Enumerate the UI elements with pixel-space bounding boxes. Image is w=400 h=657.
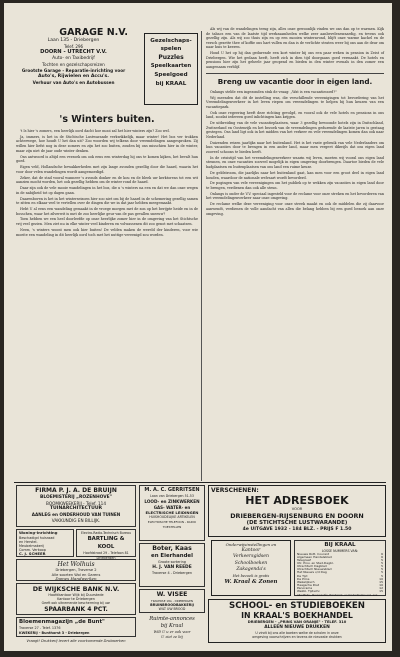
list-item-price: 5 [381, 570, 383, 575]
wolhuis-l2: Driebergen, Traverse 2 [55, 568, 97, 572]
bartling-ad [76, 529, 136, 560]
reede-l4: H. J. VAN REEDE [152, 565, 192, 570]
paragraph: Ons antwoord is altijd een verzoek om ook eens een winterdag hij ons te komen kijken, het bevalt hun goed. [16, 154, 198, 164]
bunt-l2: Traverse 27 - Telef. 1376 [19, 626, 61, 630]
paragraph: Eigen veld, Hollandsche bewakkerheden met zijn lange avonden gezellig door die haard, waarin het voor door velen wandelingen wordt aangemoedigd. [16, 165, 198, 174]
article-right-intro [206, 27, 384, 70]
paragraph: Toen hebben we een heel doorleefde op onze heerlijke zomer hier in de omgeving van het Stichtsche vrij veel gezien. Men ziet nu in elke winter veel kinderen en volwassenen dit zoo genot met schaatsen. [16, 217, 198, 227]
paragraph: Wij meenden dat dit de instelling was, die verschillende vereenigingen tot bevordering van het Vreemdelingenverkeer in het leven riepen om vreemdelingen te helpen bij hun keuzen van een vacantiepark. [206, 95, 384, 109]
paragraph: Neen, 's winters woont men ook hier buiten! De velden maken de wereld der kinderen, voor wie moeite een wandeling in dit heerlijk oord toch met het nuttige vereenigd zou worden. [16, 227, 198, 237]
article-right-divider [206, 73, 384, 74]
scheer-l4: Meubelmakerij [19, 544, 44, 548]
kraal-list-footer: Alle Mode-, Nouveautés, Handwerk- en Kinderbladen enz. enz. [297, 593, 379, 597]
ruimte-l3: Wilt U u er ook voor [153, 630, 191, 634]
bruijn-l2: BOOMKWEEKERIJ - Telef. 114 [46, 500, 106, 506]
article-left-title: 's Winters buiten. [59, 114, 155, 125]
garage-line3: Tochten en gezelschapsreizen [42, 62, 105, 67]
kraal-list-sub: LOSSE NUMMERS VAN: [321, 548, 359, 553]
list-item-name: Utrechtsch Nieuwsblad [297, 567, 332, 572]
scheer-l1: Woning-Inrichting [19, 530, 58, 535]
article-right-title: Breng uw vacantie door in eigen land. [217, 76, 373, 86]
list-item-price: 15 [379, 589, 383, 594]
kraal2-l5: Zakagenda's [236, 567, 266, 572]
garage-title: GARAGE N.V. [59, 27, 128, 38]
garage-address: Laan 135 - Driebergen [47, 38, 100, 43]
wolhuis-l1: Het Wolhuis [57, 561, 95, 568]
reede-l1: Boter, Kaas [152, 545, 192, 552]
list-item-name: Haagsche Post [297, 583, 320, 588]
reede-l2: en Eierhandel [151, 553, 193, 559]
paragraph: 't Is hier 's zomers, een heerlijk oord dacht hoe mooi zal het hier winters zijn? Zoo wel. [20, 129, 170, 133]
gerritsen-ad [139, 485, 205, 541]
list-item-price: 15 [379, 579, 383, 584]
bruijn-firm: FIRMA P. J. A. DE BRUIJN [35, 487, 117, 494]
ruimte-l4: U ziet ze bij [161, 635, 183, 639]
bruijn-l4: AANLEG en ONDERHOUD VAN TUINEN [31, 512, 121, 517]
kraal-list-items [297, 553, 383, 594]
kraal-newspapers-ad [294, 540, 386, 596]
garage-line6: Verhuur van Auto's en Autobussen [32, 80, 115, 85]
scheer-l3: en Herstel. [19, 539, 38, 544]
list-item-name: De Tijd [297, 573, 308, 578]
adresboek-uitgave: 4e UITGAVE 1932 - 184 BLZ. - PRIJS F 1.50 [242, 526, 352, 532]
kraal2-l3: Verkeersgidsen [233, 554, 269, 559]
adresboek-voor: VOOR [291, 507, 303, 511]
reede-l5: Traverse 4 - Driebergen [152, 571, 192, 575]
paragraph: Hebt U al eens een wandeling gemaakt in de vroege morgen met de zon op het berijpte heide en in de bosschen, waar het zilverwit is met de zoo heerlijke geur van de pas gevallen sneeuw? [16, 206, 198, 216]
garage-line2: Auto- en Taxibedrijf [52, 56, 95, 61]
kraal2-l1: Onderwijsinstellingen en [225, 542, 277, 547]
bunt-l1: Bloemenmagazijn „de Bunt" [19, 619, 105, 625]
gerritsen-l6: HUISHOUDELIJKE ARTIKELEN [149, 515, 195, 520]
paragraph: Onlangs is onder de V.V. speciaal ingesteld voor de reclame voor onze streken en het bevorderen van het vreemdelingenverkeer naar onze omgeving. [206, 191, 385, 201]
gerritsen-l7: ELECTRISCHE TELEFOON - RADIO TOESTELLEN [147, 520, 197, 529]
gerritsen-l3: LOOD- en ZINKWERKEN [144, 498, 200, 504]
kraal2-l6: Het bezoek is gratis [232, 573, 270, 578]
visee-l2: TRAVERSE 18A - DRIEBERGEN [151, 598, 193, 603]
list-item-name: Utrechtsch Dagblad [297, 564, 327, 569]
list-item-name: Algemeen Handelsblad [297, 554, 332, 559]
ruimte-annonces-ad [139, 615, 205, 645]
kraal-games-l3: Puzzles [158, 54, 184, 61]
article-winters-buiten [16, 113, 198, 481]
visee-ad [139, 589, 205, 613]
paragraph: Onlangs stelde een ingezonden stuk de vraag: „Wat is een vacantieoord?" [210, 89, 337, 94]
list-item-price: 12 [379, 586, 383, 591]
bank-l1: DE WIJKSCHE BANK N.V. [32, 585, 120, 593]
reede-l3: Groote sortering [158, 560, 186, 564]
school-l5: U vindt bij ons alle boeken welke de scholen in onze [255, 631, 339, 635]
list-item-price: 5 [381, 557, 383, 562]
list-item-price: 10 [379, 583, 383, 588]
list-item-name: Wekbl. Tijdschr. [297, 589, 321, 594]
paragraph: Duizenden reizen jaarlijks naar het buitenland. Het is het vaste gebruik van vele Nederlanders om hun vacanties door te brengen in een ander land, maar men vergeet dikwijls dat ons eigen land zooveel schoons te bieden heeft. [206, 140, 384, 154]
list-item-price: 5 [381, 567, 383, 572]
wolhuis-l4: Dames Handwerken [55, 576, 97, 582]
paragraph: De reclame welke deze vereeniging voor onze streek maakt en ook de middelen die zij daarvoor aanwendt, verdienen de volle aandacht van allen die belang hebben bij een goed bezoek aan onze omgeving. [206, 202, 384, 216]
garage-ad [16, 25, 131, 107]
bruijn-l1: BLOEMISTERIJ „ROZENHOVE" [40, 495, 112, 500]
bartling-l1: Electro-Radio-Technisch Bureau [80, 531, 131, 535]
article-vacantie [206, 27, 384, 481]
article-left-body [16, 129, 198, 237]
kraal-games-l4: Speelkaarten [150, 63, 192, 69]
kraal2-l4: Schoolboeken [234, 560, 268, 566]
list-item-price: 10 [379, 576, 383, 581]
scheer-l5: Comm. Verkoop [19, 548, 46, 553]
school-l3: DRIEBERGEN - „PRINS VAN ORANJE" - TELEF. 310 [247, 620, 347, 624]
kraal-games-l6: bij KRAAL [155, 81, 187, 87]
paragraph: Daar zijn ook de vele mooie wandelingen in het bos, die u 's winters na een en dat we dan onze wegen in de nabijheid tot op dagen gaan. [16, 186, 198, 195]
scheer-l6: C. J. SCHEER [19, 551, 46, 557]
gerritsen-l1: M. A. C. GERRITSEN [144, 487, 200, 493]
bank-l5: SPAARBANK 4 PCT. [44, 605, 108, 613]
adresboek-sub: (DE STICHTSCHE LUSTWARANDE) [246, 519, 348, 526]
paragraph: Ja, immers, is het in de Stichtsche Lustwarande verkwikkelijk, maar winter! Het bos ver trokken achterwege, hoe houdt U het dan uit? Zoo woorden wij telkens door vreemdelingen aangesproken. Zij willen hier liefst nog in deze zomers en zijn het zoo buiten, zouden bij ons misschien hier in de winter, maar zijn niet de jaar oude winter denken. [16, 134, 198, 153]
list-item-name: Telegraaf [297, 557, 311, 562]
kraal-list-title: BIJ KRAAL [324, 542, 356, 548]
column-divider-top [201, 31, 202, 481]
visee-l1: W. VISEE [156, 591, 188, 598]
scheer-l2: Beschadigd huisraad [19, 535, 55, 540]
kraal-games-ad [144, 33, 198, 105]
gerritsen-l2: Laan van Driebergen 51-53 [150, 494, 194, 498]
bruijn-l3: TUINARCHITECTUUR [49, 506, 103, 511]
gerritsen-l4: GAS- WATER- en [153, 504, 191, 510]
visee-l4: WILT UW BROOD [158, 607, 186, 612]
list-item-name: De Prins [297, 576, 310, 581]
bank-l3: Kantoor te Driebergen [57, 597, 95, 602]
bank-l2: Hoofdkantoor Wijk bij Duurstede [48, 593, 104, 597]
bruijn-l5: VAKKUNDIG EN BILLIJK. [51, 517, 101, 523]
list-item-name: Utr. Prov. en Sted.Dagbl. [297, 560, 334, 565]
bottom-section-rule [14, 482, 386, 483]
list-item-price: 5 [381, 560, 383, 565]
wolhuis-ad [16, 559, 136, 581]
adresboek-ad [208, 485, 386, 537]
newspaper-page [4, 3, 392, 651]
wijksche-bank-ad [16, 583, 136, 615]
paragraph: Ook onze regeering heeft deze richting gevolgd, en vooral ook de vele hotels en pensions in ons land, zoodat iedereen goed inlichtingen kan krijgen. [206, 110, 384, 120]
paragraph: Als wij van de wandelingen terug zijn, alles onze gewoonlijk vinden we ons dan op te warmen. Kijk de tabacs een van de laatste tijd werkzaamheden welke zeer aanbevelenswaardig, en tevens ook gezellig zijn. Als wij zoo thuis zijn en op een mooien winteravond, blijft onze warme kachel en de versch gezette thee of koffie ons hart vullen en dan is de verlichte straten weer bij ons aan de deur om naar huis te keeren. [206, 27, 384, 50]
garage-line1: DOORN - UTRECHT V.V. [40, 49, 107, 55]
kraal-games-l2: spelen [160, 46, 182, 52]
wolhuis-l3: Alle soorten Wol en Garens [51, 572, 101, 577]
bunt-l3: KWEKERIJ - Bunthorst 3 - Driebergen [19, 631, 90, 635]
bank-l4: Geeft ook uitnemende bescherming bij uw: [41, 601, 111, 606]
paragraph: Houd U het op hij dan gedurende een kort winter bij ons een paar weken in pension in Zeist of Driebergen. Wie het gedaan heeft, heeft zich in dien tijd doorgaans goed vermaakt. De hotels en pensions hier zijn het geheele jaar geopend en bieden in den winter evenals in den zomer een aangenaam verblijf. [206, 51, 384, 70]
paragraph: De uitbreiding van de vele vacantieplaatsen, waar 3 gezellig bewoonde hotels zijn in Duitschland, Zwitserland en Oostenrijk en het bezoek van de vreemdelingen gedurende de laatste jaren is gestaag gestegen. Ons land ligt ook in het midden van het verkeer en vele vreemdelingen komen dan ook naar Nederland. [206, 121, 384, 139]
kraal-games-l5: Speelgoed [154, 72, 188, 78]
kraal2-l7: W. Kraal & Zonen [224, 579, 278, 585]
garage-line4: Grootste Garage - Reparatie-inrichting voor [21, 68, 126, 73]
list-item-price: 5 [381, 564, 383, 569]
kraal-education-ad [211, 540, 291, 596]
school-boeken-ad [208, 599, 386, 643]
list-item-price: 5 [381, 573, 383, 578]
list-item-name: Panorama [297, 586, 313, 591]
list-item-price: 6 [381, 551, 383, 556]
gerritsen-l5: ELECTRISCHE LEIDINGEN [145, 510, 199, 515]
van-reede-ad [139, 543, 205, 587]
bartling-l4: Driebergen [96, 556, 116, 560]
bartling-l2: BARTLING & KOOL [87, 536, 125, 551]
paragraph: Zeker, dat de stad vooral wanneer 's avonds donker en de kou en de bleek uw kerktorens tot een wit aanzien mocht worden, het ook gezellig hebben om de winter rond de haard. [16, 175, 198, 185]
list-item-name: Nieuwe Rott. Courant [297, 551, 330, 556]
school-l2: IN KRAAL'S BOEKHANDEL [241, 611, 353, 620]
bartling-l3: Hoofdstraat 29 - Telefoon 81 [83, 551, 129, 556]
school-l6: omgeving voorschrijven en tevens de nieuwste drukken [252, 635, 342, 640]
bunt-ad [16, 617, 136, 637]
school-l4: ALLEEN NIEUWE DRUKKEN [264, 625, 330, 630]
adresboek-title: HET ADRESBOEK [245, 494, 349, 507]
garage-line5: Auto's, Rijwielen en Accu's. [38, 74, 109, 79]
paragraph: Daarenboven is het in het winterseizoen hier zoo niet om bij de haard in de schemering gezellig samen te zitten en elkaar veel te vertellen over de dingen die we in dat jaar hebben meegemaakt. [16, 196, 198, 206]
paragraph: De pogingen van vele vereenigingen om het publiek op te wekken zijn vacanties in eigen land door te brengen, verdienen dan ook alle steun. [206, 181, 384, 190]
ruimte-l2: bij Kraal [160, 623, 184, 629]
adresboek-label: VERSCHENEN: [211, 487, 259, 494]
ruimte-l1: Ruimte-annonces [149, 616, 195, 622]
bruijn-ad [16, 485, 136, 527]
paragraph: De geldstroom, die jaarlijks naar het buitenland gaat, kan men voor een groot deel in eigen land houden, waardoor de nationale welvaart wordt bevorderd. [206, 170, 384, 180]
kraal-games-l1: Gezelschaps- [150, 38, 192, 44]
visee-l3: BRUINBROODBAKKERIJ [150, 602, 194, 607]
school-l1: SCHOOL- en STUDIEBOEKEN [229, 601, 365, 611]
list-item-name: Het Nieuws v/d Dag [297, 570, 327, 575]
article-right-body [206, 90, 384, 217]
paragraph: In de crisistijd van het vreemdelingenverkeer waarin wij leven, moeten wij vooral ons eigen land steunen, en onze vacanties zooveel mogelijk in eigen omgeving doorbrengen. Daartoe bieden de vele badplaatsen en buitenplaatsen van ons land een ruime keuze. [206, 155, 384, 170]
scheer-ad [16, 529, 74, 557]
garage-phone: Telef. 296 [63, 44, 84, 49]
adresboek-towns: DRIEBERGEN-RIJSENBURG EN DOORN [230, 511, 364, 520]
kraal2-l2: Kantoor [241, 548, 261, 553]
list-item-price: 6 [381, 554, 383, 559]
kraal-footer-line: Vraagt! Drukkerij levert alle voorkomende Drukwerken [26, 639, 126, 643]
list-item-name: Wekelijksch [297, 579, 315, 584]
